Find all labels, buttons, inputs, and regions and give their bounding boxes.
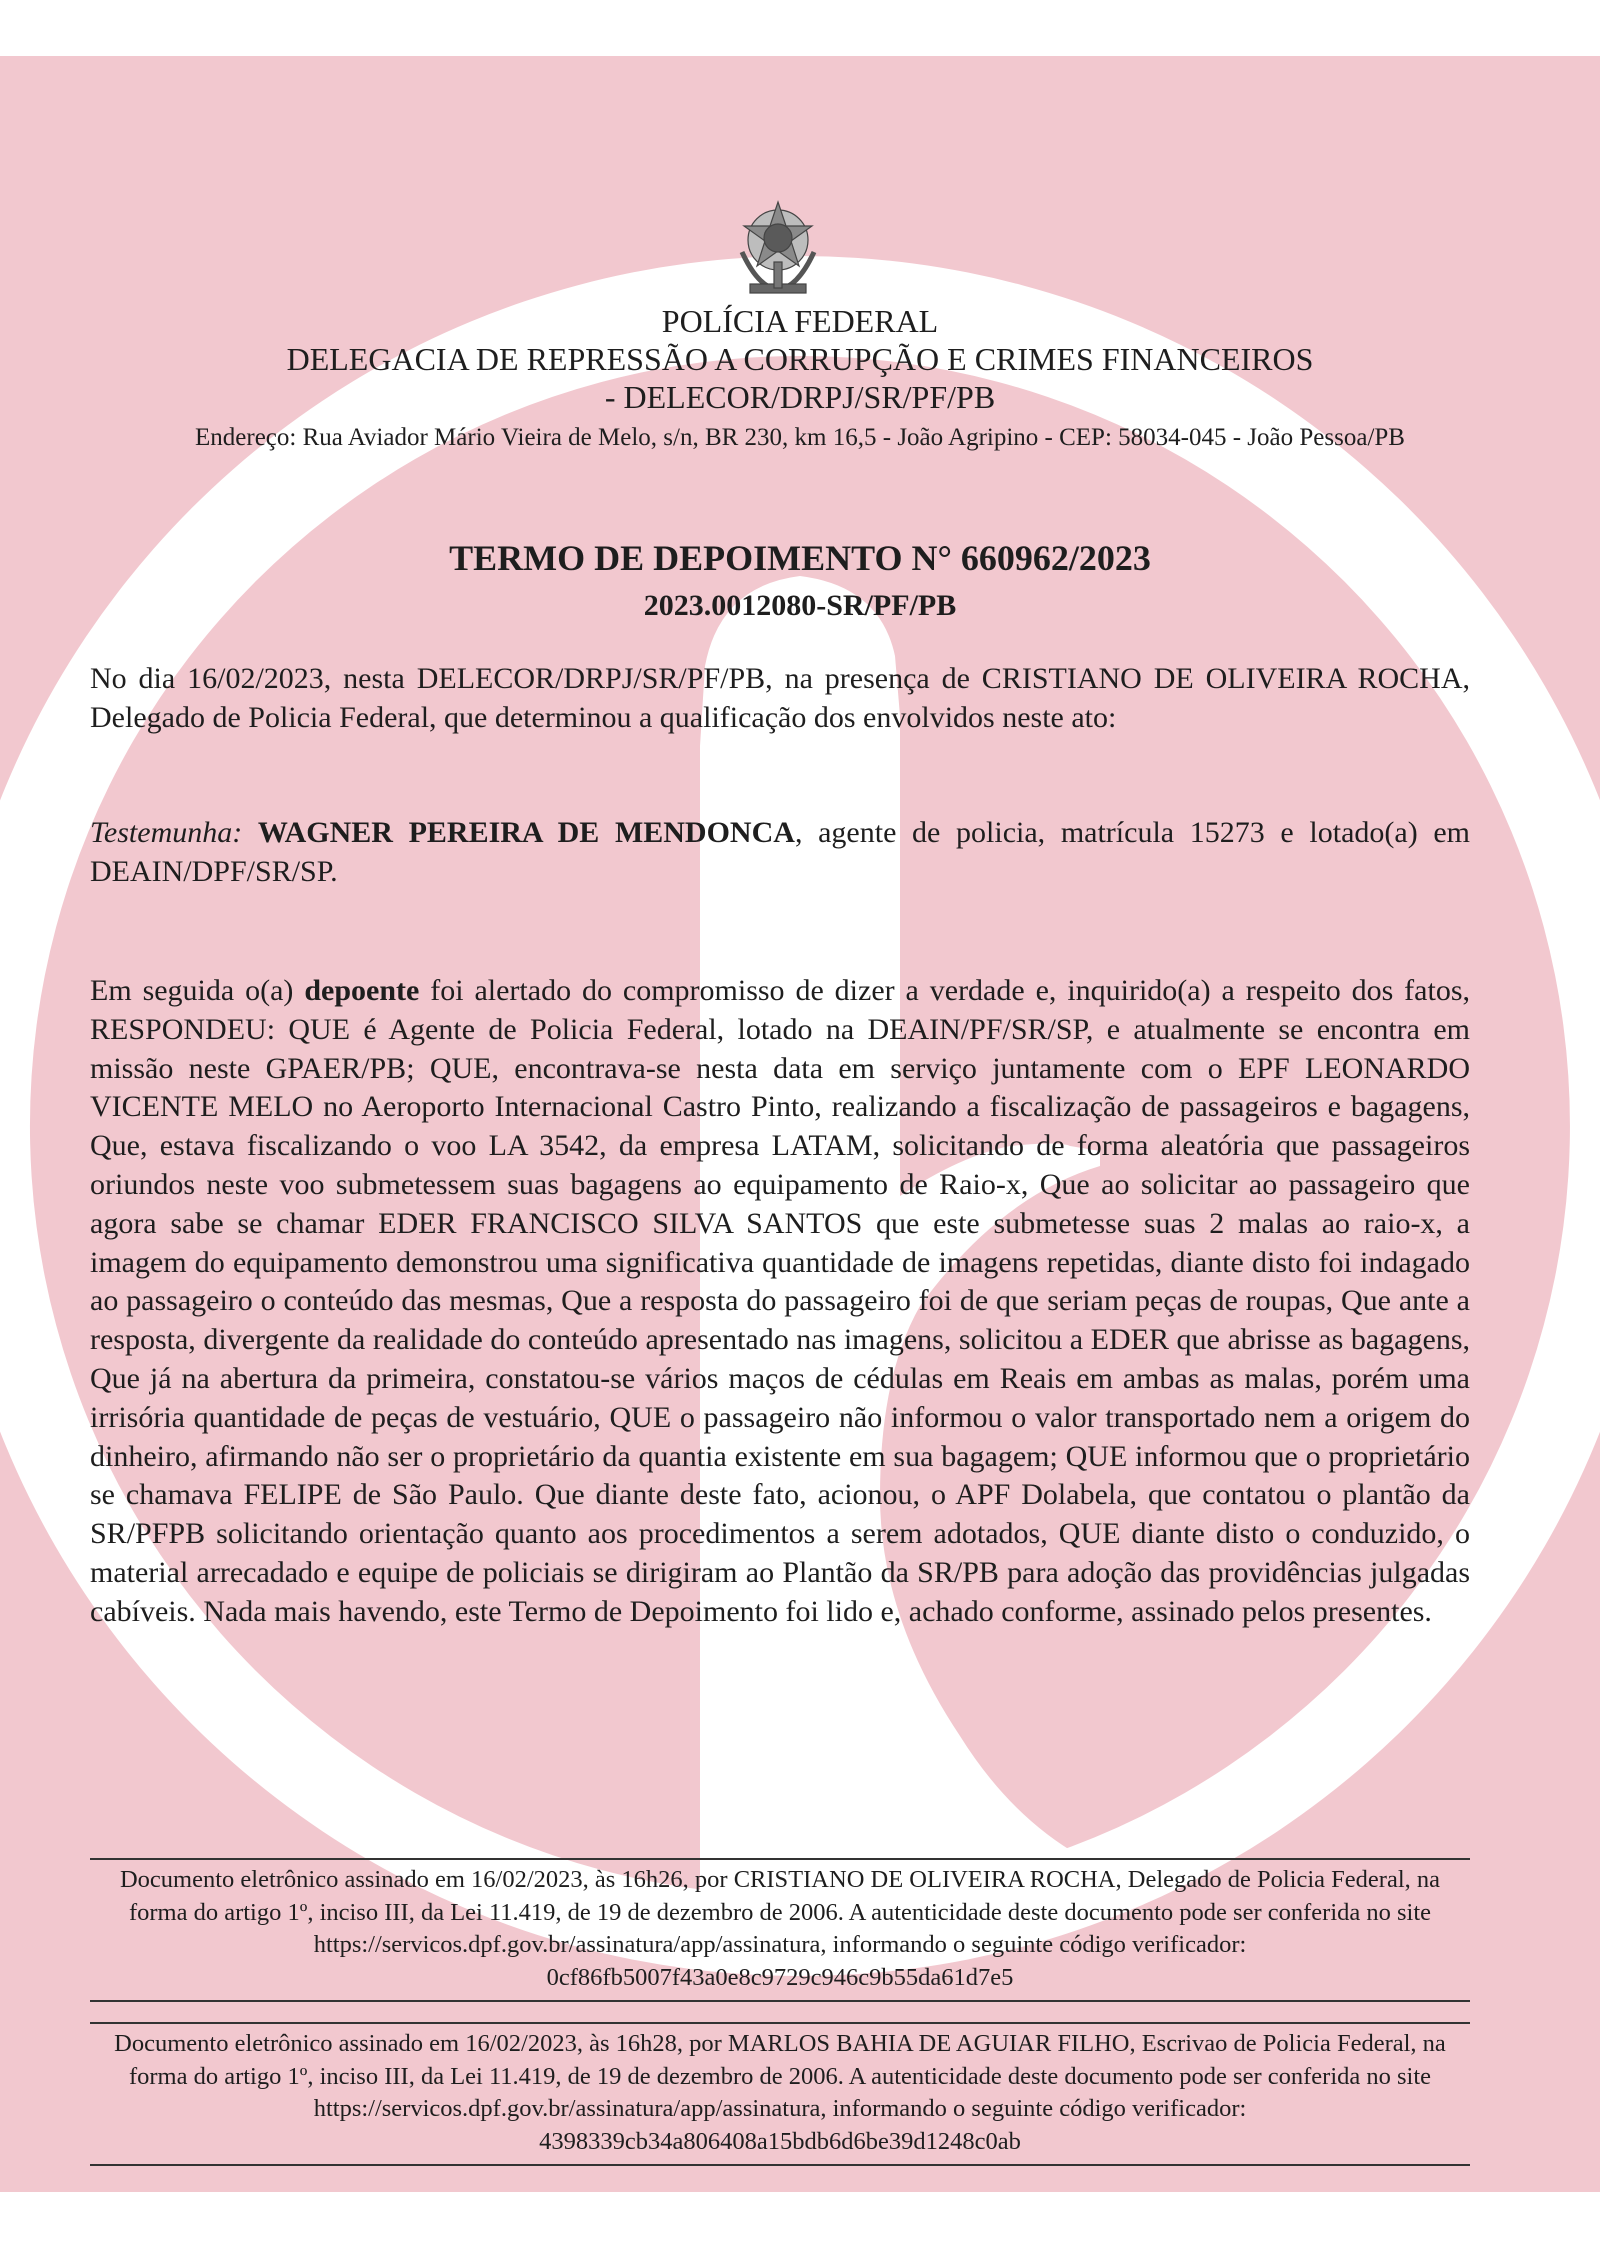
header-address: Endereço: Rua Aviador Mário Vieira de Melo, s/n, BR 230, km 16,5 - João Agripino - CEP: 58034-045 - João Pessoa/PB xyxy=(195,424,1405,451)
process-number: 2023.0012080-SR/PF/PB xyxy=(643,589,957,622)
signature-block: Documento eletrônico assinado em 16/02/2023, às 16h28, por MARLOS BAHIA DE AGUIAR FILHO, Escrivao de Policia Federal, na forma do artigo 1º, inciso III, da Lei 11.419, de 19 de dezembro de 2006. A autenticidade deste documento pode ser conferida no site https://servicos.dpf.gov.br/assinatura/app/assinatura, informando o seguinte código verificador: 4398339cb34a806408a15bdb6d6be39d1248c0ab xyxy=(90,2022,1470,2166)
header-sigla: - DELECOR/DRPJ/SR/PF/PB xyxy=(604,379,996,415)
intro-paragraph: No dia 16/02/2023, nesta DELECOR/DRPJ/SR/PF/PB, na presença de CRISTIANO DE OLIVEIRA ROCHA, Delegado de Policia Federal, que determinou a qualificação dos envolvidos neste ato: xyxy=(90,662,1470,734)
header-org: POLÍCIA FEDERAL xyxy=(661,303,939,339)
document-content xyxy=(0,56,1600,2192)
header-delegacia: DELEGACIA DE REPRESSÃO A CORRUPÇÃO E CRIMES FINANCEIROS xyxy=(286,341,1314,377)
testimony-before: Em seguida o(a) xyxy=(90,974,294,1007)
signature-block: Documento eletrônico assinado em 16/02/2023, às 16h26, por CRISTIANO DE OLIVEIRA ROCHA, Delegado de Policia Federal, na forma do artigo 1º, inciso III, da Lei 11.419, de 19 de dezembro de 2006. A autenticidade deste documento pode ser conferida no site https://servicos.dpf.gov.br/assinatura/app/assinatura, informando o seguinte código verificador: 0cf86fb5007f43a0e8c9729c946c9b55da61d7e5 xyxy=(90,1858,1470,2002)
testimony-text: foi alertado do compromisso de dizer a verdade e, inquirido(a) a respeito dos fatos, RESPONDEU: QUE é Agente de Policia Federal, lotado na DEAIN/PF/SR/SP, e atualmente se encontra em missão neste GPAER/PB; QUE, encontrava-se nesta data em serviço juntamente com o EPF LEONARDO VICENTE MELO no Aeroporto Internacional Castro Pinto, realizando a fiscalização de passageiros e bagagens, Que, estava fiscalizando o voo LA 3542, da empresa LATAM, solicitando de forma aleatória que passageiros oriundos neste voo submetessem suas bagagens ao equipamento de Raio-x, Que ao solicitar ao passageiro que agora sabe se chamar EDER FRANCISCO SILVA SANTOS que este submetesse suas 2 malas ao raio-x, a imagem do equipamento demonstrou uma significativa quantidade de imagens repetidas, diante disto foi indagado ao passageiro o conteúdo das mesmas, Que a resposta do passageiro foi de que seriam peças de roupas, Que ante a resposta, divergente da realidade do conteúdo apresentado nas imagens, solicitou a EDER que abrisse as bagagens, Que já na abertura da primeira, constatou-se vários maços de cédulas em Reais em ambas as malas, porém uma irrisória quantidade de peças de vestuário, QUE o passageiro não informou o valor transportado nem a origem do dinheiro, afirmando não ser o proprietário da quantia existente em sua bagagem; QUE informou que o proprietário se chamava FELIPE de São Paulo. Que diante deste fato, acionou, o APF Dolabela, que contatou o plantão da SR/PFPB solicitando orientação quanto aos procedimentos a serem adotados, QUE diante disto o conduzido, o material arrecadado e equipe de policiais se dirigiram ao Plantão da SR/PB para adoção das providências julgadas cabíveis. Nada mais havendo, este Termo de Depoimento foi lido e, achado conforme, assinado pelos presentes. xyxy=(90,974,1470,1628)
testimony-paragraph xyxy=(90,972,1470,1632)
testimony-bold: depoente xyxy=(304,974,420,1007)
brasao-republica-icon xyxy=(728,192,828,302)
witness-details: , agente de policia, matrícula 15273 e lotado(a) em DEAIN/DPF/SR/SP. xyxy=(90,816,1470,888)
document-page xyxy=(0,56,1600,2192)
witness-label: Testemunha: xyxy=(90,816,243,849)
witness-name: WAGNER PEREIRA DE MENDONCA xyxy=(257,816,795,849)
document-title: TERMO DE DEPOIMENTO N° 660962/2023 xyxy=(449,538,1151,578)
witness-paragraph xyxy=(90,814,1470,892)
